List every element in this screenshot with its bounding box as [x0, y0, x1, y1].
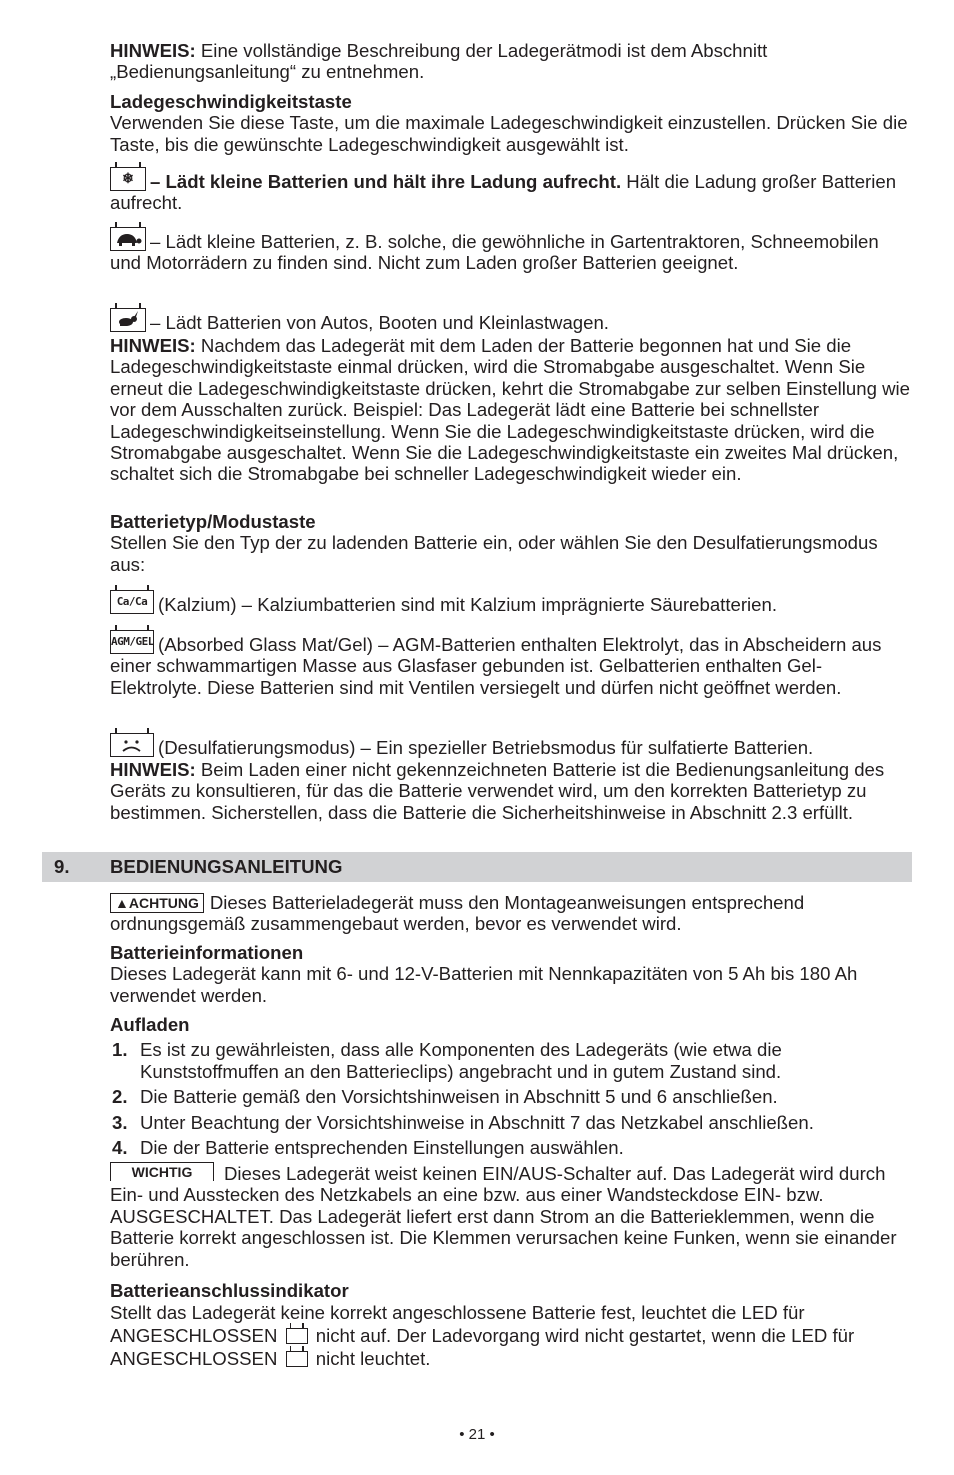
indicator-text: nicht auf. Der Ladevorgang wird nicht gestartet, wenn die LED für ANGESCHLOSSEN	[110, 1325, 855, 1370]
note-text: Nachdem das Ladegerät mit dem Laden der Batterie begonnen hat und Sie die Ladegeschwindigkeitstaste einmal drücken, wird die Stromabgabe ausgeschaltet. Wenn Sie erneut die Ladegeschwindigkeitstaste drücken, kehrt die Stromabgabe zur selben Einstellung wie vor dem Ausschalten zurück. Beispiel: Das Ladegerät lädt eine Batterie bei schnellster Ladegeschwindigkeitseinstellung. Wenn Sie die Ladegeschwindigkeitstaste drücken, wird die Stromabgabe ausgeschaltet. Wenn Sie die Ladegeschwindigkeitstaste ein zweites Mal drücken, schaltet sich die Stromabgabe bei schneller Ladegeschwindigkeit wieder ein.	[110, 335, 911, 485]
battery-info	[110, 942, 912, 1006]
note-speed	[110, 335, 912, 485]
section-header-bar	[42, 852, 912, 882]
battery-connected-icon	[286, 1328, 308, 1344]
list-item: 4. Die der Batterie entsprechenden Einstellungen auswählen.	[112, 1137, 624, 1159]
calcium-battery-icon: Ca/Ca	[110, 590, 154, 614]
type-text: (Kalzium) – Kalziumbatterien sind mit Kalzium imprägnierte Säurebatterien.	[158, 594, 778, 615]
type-agm-gel	[110, 630, 912, 698]
page-number: • 21 •	[459, 1426, 495, 1443]
mode-text: Hält die Ladung großer Batterien aufrecht.	[110, 171, 897, 214]
section-heading: Batterieanschlussindikator	[110, 1280, 349, 1301]
mode-text: – Lädt Batterien von Autos, Booten und Kleinlastwagen.	[150, 312, 609, 333]
mode-fast	[110, 308, 912, 333]
speed-button-section	[110, 91, 912, 155]
important-text: Dieses Ladegerät weist keinen EIN/AUS-Schalter auf. Das Ladegerät wird durch Ein- und Ausstecken des Netzkabels an eine bzw. aus einer Wandsteckdose EIN- bzw. AUSGESCHALTET. Das Ladegerät liefert erst dann Strom an die Batterieklemmen, wenn die Batterie korrekt angeschlossen ist. Die Klemmen verursachen keine Funken, wenn sie einander berühren.	[110, 1163, 897, 1270]
section-heading: Ladegeschwindigkeitstaste	[110, 91, 352, 112]
battery-connected-icon	[286, 1351, 308, 1367]
snowflake-icon: ❄	[110, 167, 146, 191]
important-badge: WICHTIG	[110, 1162, 214, 1181]
note-label: HINWEIS:	[110, 759, 196, 780]
warning-text: Dieses Batterieladegerät muss den Montageanweisungen entsprechend ordnungsgemäß zusammengebaut werden, bevor es verwendet wird.	[110, 892, 805, 935]
mode-bold: – Lädt kleine Batterien und hält ihre Ladung aufrecht.	[150, 171, 622, 192]
sad-battery-icon	[110, 733, 154, 757]
paragraph: Verwenden Sie diese Taste, um die maximale Ladegeschwindigkeit einzustellen. Drücken Sie die Taste, bis die gewünschte Ladegeschwindigkeit ausgewählt ist.	[110, 112, 908, 155]
indicator-text: nicht leuchtet.	[315, 1348, 431, 1370]
connection-indicator	[110, 1280, 912, 1370]
list-item: 3. Unter Beachtung der Vorsichtshinweise in Abschnitt 7 das Netzkabel anschließen.	[112, 1111, 814, 1133]
note-label: HINWEIS:	[110, 40, 196, 61]
note-label: HINWEIS:	[110, 335, 196, 356]
note-text: Eine vollständige Beschreibung der Ladegerätmodi ist dem Abschnitt „Bedienungsanleitung“ zu entnehmen.	[110, 40, 768, 83]
warning-block	[110, 892, 912, 935]
type-desulfation	[110, 733, 912, 758]
mode-maintain	[110, 167, 912, 214]
paragraph: Dieses Ladegerät kann mit 6- und 12-V-Batterien mit Nennkapazitäten von 5 Ah bis 180 Ah verwendet werden.	[110, 963, 858, 1006]
paragraph: Stellen Sie den Typ der zu ladenden Batterie ein, oder wählen Sie den Desulfatierungsmodus aus:	[110, 532, 878, 575]
warning-badge	[110, 893, 204, 913]
mode-slow	[110, 227, 912, 274]
agm-gel-battery-icon: AGM/GEL	[110, 630, 154, 654]
section-heading: Aufladen	[110, 1014, 190, 1035]
note-modes	[110, 40, 912, 83]
section-heading: Batterieinformationen	[110, 942, 304, 963]
mode-text: – Lädt kleine Batterien, z. B. solche, die gewöhnliche in Gartentraktoren, Schneemobilen und Motorrädern zu finden sind. Nicht zum Laden großer Batterien geeignet.	[110, 231, 879, 274]
important-block	[110, 1162, 912, 1270]
rabbit-icon	[110, 308, 146, 332]
list-item: 2. Die Batterie gemäß den Vorsichtshinweisen in Abschnitt 5 und 6 anschließen.	[112, 1086, 778, 1108]
type-button-section	[110, 511, 912, 575]
note-text: Beim Laden einer nicht gekennzeichneten Batterie ist die Bedienungsanleitung des Geräts zu konsultieren, für das die Batterie verwendet wird, um den korrekten Batterietyp zu bestimmen. Sicherstellen, dass die Batterie die Sicherheitshinweise in Abschnitt 2.3 erfüllt.	[110, 759, 885, 823]
section-number: 9.	[54, 856, 70, 877]
charging-section	[110, 1014, 912, 1162]
warning-triangle-icon: ▲	[115, 895, 129, 911]
turtle-icon	[110, 227, 146, 251]
section-heading: Batterietyp/Modustaste	[110, 511, 316, 532]
warning-label: ACHTUNG	[128, 895, 199, 911]
section-title: BEDIENUNGSANLEITUNG	[110, 856, 343, 877]
indicator-text: Stellt das Ladegerät keine korrekt angeschlossene Batterie fest, leuchtet die LED für ANGESCHLOSSEN	[110, 1302, 805, 1347]
steps-list	[110, 1039, 912, 1158]
type-text: (Desulfatierungsmodus) – Ein spezieller Betriebsmodus für sulfatierte Batterien.	[158, 737, 814, 758]
list-item: 1. Es ist zu gewährleisten, dass alle Komponenten des Ladegeräts (wie etwa die Kunststoffmuffen an den Batterieclips) angebracht und in gutem Zustand sind.	[112, 1039, 782, 1082]
type-text: (Absorbed Glass Mat/Gel) – AGM-Batterien enthalten Elektrolyt, das in Abscheidern aus einer schwammartigen Masse aus Glasfaser gebunden ist. Gelbatterien enthalten Gel-Elektrolyte. Diese Batterien sind mit Ventilen versiegelt und dürfen nicht geöffnet werden.	[110, 634, 882, 698]
type-calcium	[110, 590, 912, 615]
note-type	[110, 759, 912, 823]
